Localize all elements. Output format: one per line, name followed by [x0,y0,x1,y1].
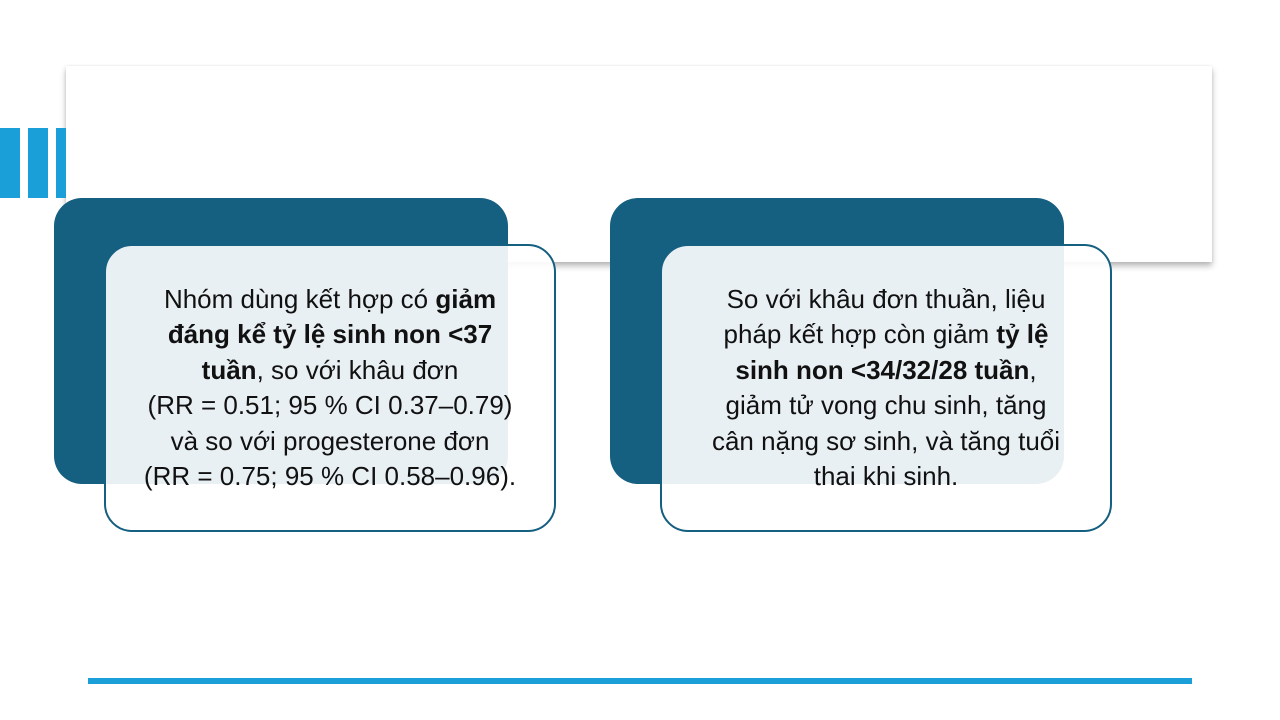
text-run: và so với progesterone đơn [170,425,490,456]
text-line [144,317,516,353]
emphasis-text: sinh non <34/32/28 tuần [735,354,1030,385]
footer-divider [88,678,1192,684]
text-run: (RR = 0.51; 95 % CI 0.37–0.79) [147,390,513,420]
text-line [712,317,1060,353]
text-run: , [1029,354,1037,385]
text-run: Nhóm dùng kết hợp có [163,283,436,314]
text-line [144,388,516,424]
emphasis-text: đáng kể tỷ lệ sinh non <37 [167,319,493,349]
card-left [104,244,556,532]
text-line [712,424,1060,460]
text-line [712,459,1060,495]
card-right-text [712,282,1060,495]
text-run: So với khâu đơn thuần, liệu [726,283,1046,314]
card-right [660,244,1112,532]
accent-bar [56,128,66,198]
emphasis-text: tuần [201,354,257,385]
text-run: (RR = 0.75; 95 % CI 0.58–0.96). [143,461,517,491]
text-line [144,424,516,460]
emphasis-text: giảm [435,283,497,314]
text-line [144,459,516,495]
emphasis-text: tỷ lệ [996,319,1049,349]
text-run: pháp kết hợp còn giảm [723,319,997,349]
text-run: cân nặng sơ sinh, và tăng tuổi [711,425,1061,456]
text-run: giảm tử vong chu sinh, tăng [725,390,1047,420]
accent-bar [0,128,20,198]
text-line [712,388,1060,424]
text-run: thai khi sinh. [813,461,959,491]
text-line [712,282,1060,318]
text-line [144,353,516,389]
text-line [712,353,1060,389]
text-line [144,282,516,318]
accent-bar [28,128,48,198]
text-run: , so với khâu đơn [256,354,459,385]
card-left-text [144,282,516,495]
